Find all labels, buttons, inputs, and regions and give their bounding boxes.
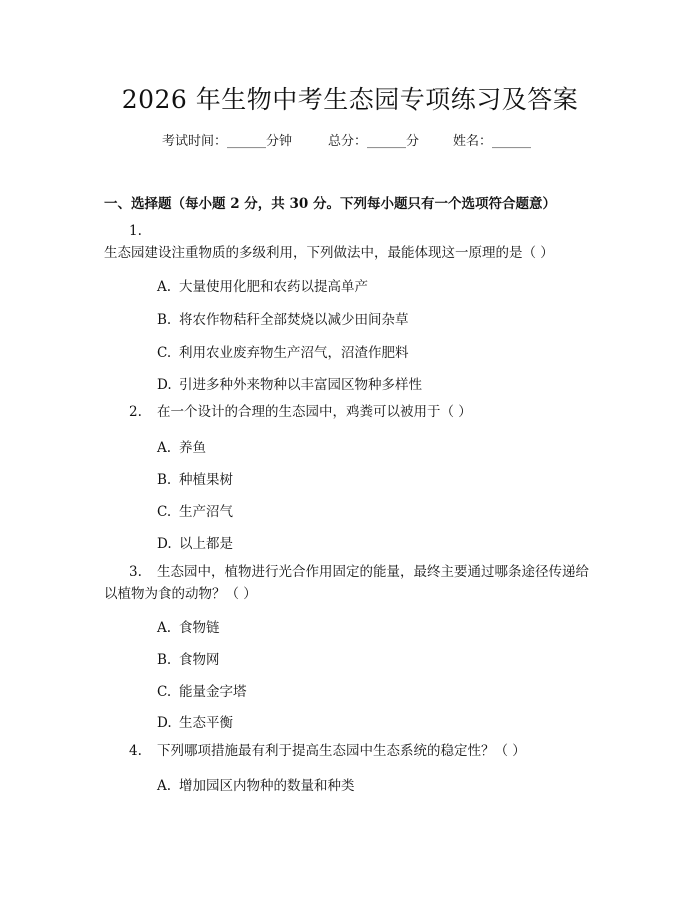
option-label: C. — [157, 684, 172, 700]
option-text: 食物网 — [179, 652, 220, 668]
option-label: B. — [157, 312, 172, 328]
option-text: 生产沼气 — [179, 504, 233, 520]
question-text: 生态园建设注重物质的多级利用，下列做法中，最能体现这一原理的是（ ） — [104, 245, 554, 261]
question-1 — [104, 220, 602, 264]
option-3c — [157, 680, 247, 700]
option-label: A. — [157, 440, 172, 456]
option-label: A. — [157, 279, 172, 295]
option-1a — [157, 275, 368, 295]
question-number: 2. — [129, 404, 142, 420]
option-2d — [157, 532, 233, 552]
option-label: D. — [157, 715, 172, 731]
option-text: 利用农业废弃物生产沼气，沼渣作肥料 — [179, 345, 409, 361]
option-text: 以上都是 — [179, 536, 233, 552]
option-label: A. — [157, 778, 172, 794]
question-4 — [104, 740, 602, 762]
exam-time: 考试时间：______分钟 — [162, 134, 293, 149]
option-text: 大量使用化肥和农药以提高单产 — [179, 279, 368, 295]
question-number: 4. — [129, 743, 142, 759]
option-3d — [157, 711, 233, 731]
option-3b — [157, 648, 220, 668]
option-text: 种植果树 — [179, 472, 233, 488]
student-name: 姓名：______ — [453, 134, 532, 149]
option-text: 将农作物秸秆全部焚烧以减少田间杂草 — [179, 312, 409, 328]
option-1b — [157, 308, 409, 328]
option-1c — [157, 341, 409, 361]
question-number: 1. — [129, 223, 142, 239]
page-title: 2026 年生物中考生态园专项练习及答案 — [121, 85, 579, 114]
option-1d — [157, 373, 422, 393]
option-2a — [157, 436, 206, 456]
total-score: 总分：______分 — [328, 134, 420, 149]
question-2 — [104, 401, 602, 423]
option-label: B. — [157, 472, 172, 488]
option-4a — [157, 774, 355, 794]
option-label: D. — [157, 377, 172, 393]
option-text: 能量金字塔 — [179, 684, 247, 700]
option-text: 养鱼 — [179, 440, 206, 456]
question-text: 在一个设计的合理的生态园中，鸡粪可以被用于（ ） — [157, 404, 472, 420]
option-label: A. — [157, 620, 172, 636]
option-text: 引进多种外来物种以丰富园区物种多样性 — [179, 377, 422, 393]
section-heading: 一、选择题（每小题 2 分，共 30 分。下列每小题只有一个选项符合题意） — [104, 196, 556, 212]
option-label: C. — [157, 345, 172, 361]
option-2b — [157, 468, 233, 488]
option-label: D. — [157, 536, 172, 552]
option-3a — [157, 616, 220, 636]
option-text: 生态平衡 — [179, 715, 233, 731]
option-label: C. — [157, 504, 172, 520]
option-2c — [157, 500, 233, 520]
question-text: 生态园中，植物进行光合作用固定的能量，最终主要通过哪条途径传递给以植物为食的动物？（ ） — [104, 564, 589, 602]
option-text: 增加园区内物种的数量和种类 — [179, 778, 355, 794]
question-3 — [104, 561, 602, 605]
question-number: 3. — [129, 564, 142, 580]
question-text: 下列哪项措施最有利于提高生态园中生态系统的稳定性？（ ） — [157, 743, 526, 759]
option-text: 食物链 — [179, 620, 220, 636]
option-label: B. — [157, 652, 172, 668]
